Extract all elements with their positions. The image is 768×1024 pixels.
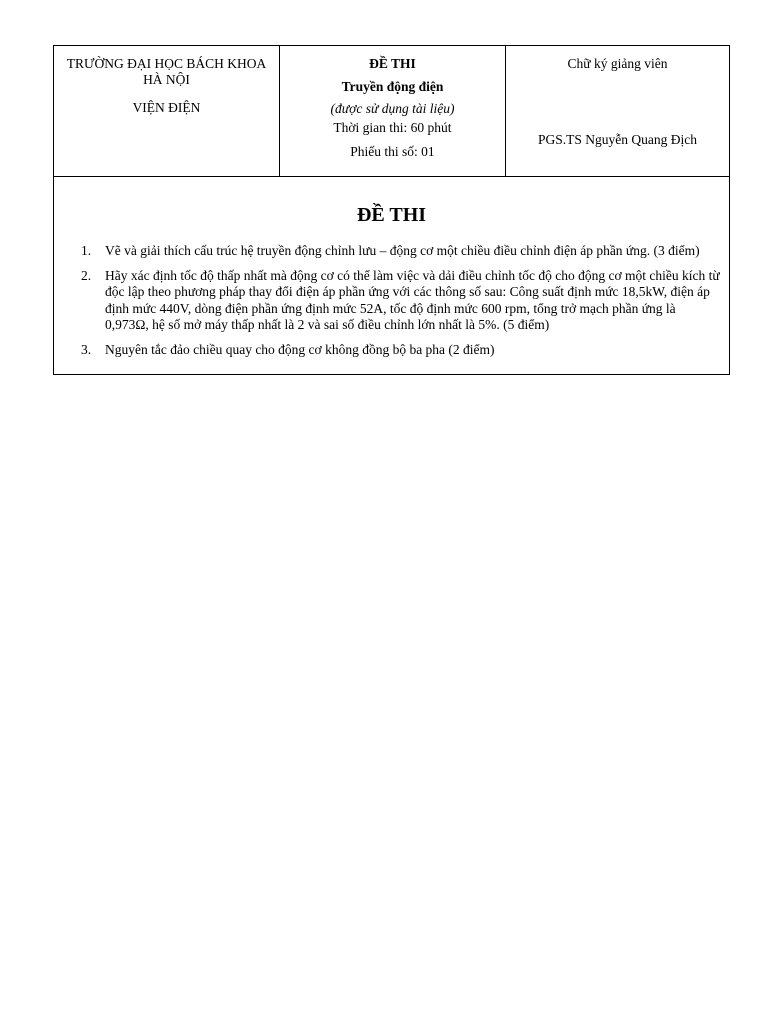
question-item	[81, 342, 721, 359]
question-list	[54, 243, 729, 358]
question-text: Nguyên tắc đảo chiều quay cho động cơ không đồng bộ ba pha (2 điểm)	[105, 341, 495, 357]
signature-label: Chữ ký giảng viên	[567, 56, 668, 71]
question-text: Hãy xác định tốc độ thấp nhất mà động cơ có thể làm việc và dải điều chỉnh tốc độ cho động cơ một chiều kích từ độc lập theo phương pháp thay đổi điện áp phần ứng với các thông số sau: Công suất định mức 18,5kW, điện áp định mức 440V, dòng điện phần ứng định mức 52A, tốc độ định mức 600 rpm, tổng trở mạch phần ứng là 0,973Ω, hệ số mở máy thấp nhất là 2 và sai số điều chỉnh lớn nhất là 5%. (5 điểm)	[105, 267, 720, 332]
exam-duration: Thời gian thi: 60 phút	[333, 120, 452, 135]
exam-body	[54, 177, 729, 374]
exam-header	[54, 46, 729, 177]
sheet-number: Phiếu thi số: 01	[350, 144, 435, 159]
institute-name: VIỆN ĐIỆN	[132, 100, 201, 115]
question-item	[81, 243, 721, 260]
question-item	[81, 268, 721, 334]
school-name: TRƯỜNG ĐẠI HỌC BÁCH KHOA HÀ NỘI	[66, 56, 267, 87]
exam-sheet	[53, 45, 730, 375]
question-number: 1.	[81, 243, 92, 258]
question-number: 3.	[81, 341, 92, 357]
question-number: 2.	[81, 267, 92, 283]
signature-cell	[506, 46, 729, 176]
lecturer-name: PGS.TS Nguyễn Quang Địch	[538, 132, 697, 147]
school-cell	[54, 46, 280, 176]
course-name: Truyền động điện	[341, 79, 444, 94]
exam-title: ĐỀ THI	[356, 204, 427, 226]
materials-note: (được sử dụng tài liệu)	[330, 101, 455, 116]
question-text: Vẽ và giải thích cấu trúc hệ truyền động chỉnh lưu – động cơ một chiều điều chỉnh điện áp phần ứng. (3 điểm)	[105, 243, 700, 258]
exam-label: ĐỀ THI	[369, 56, 416, 71]
exam-info-cell	[280, 46, 506, 176]
